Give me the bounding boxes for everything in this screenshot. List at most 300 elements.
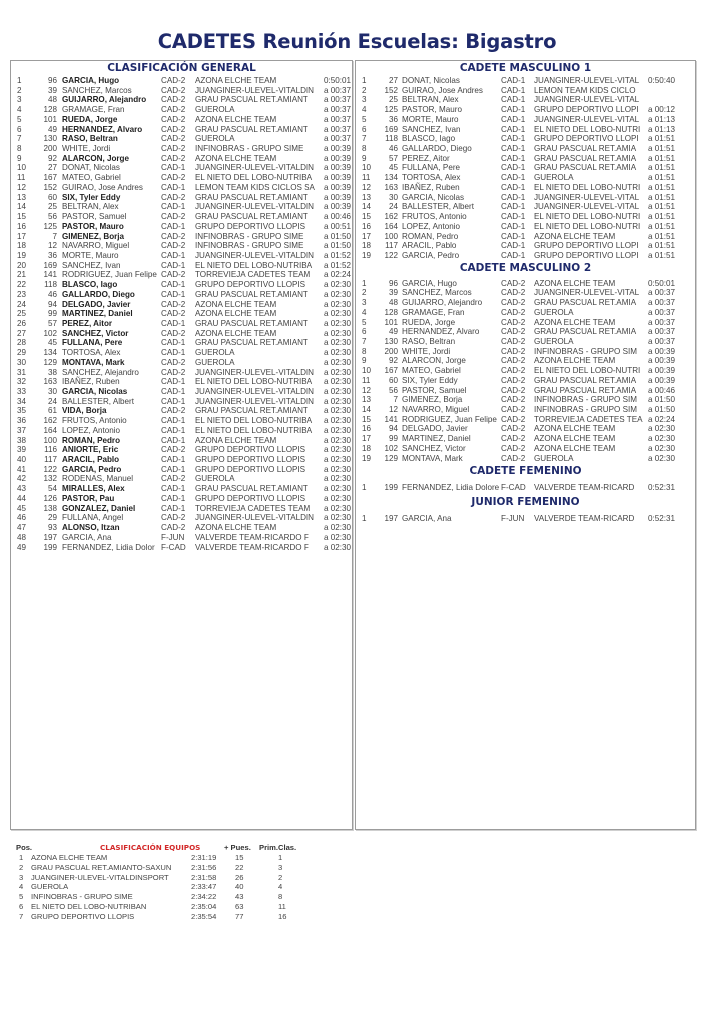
team-cell: GRAU PASCUAL RET.AMIA — [534, 144, 637, 154]
rider-name: HERNANDEZ, Alvaro — [62, 124, 143, 134]
position-cell: 9 — [17, 153, 22, 163]
result-row — [356, 337, 695, 347]
team-cell: JUANGINER-ULEVEL-VITALDIN — [195, 513, 315, 523]
position-cell: 45 — [17, 503, 27, 513]
dorsal-cell: 57 — [47, 318, 57, 328]
result-row — [11, 338, 352, 348]
dorsal-cell: 200 — [384, 346, 398, 356]
position-cell: 9 — [362, 356, 367, 366]
position-cell: 39 — [17, 445, 27, 455]
team-cell: TORREVIEJA CADETES TEAM — [195, 503, 311, 513]
rider-name: ROMAN, Pedro — [62, 435, 121, 445]
category-cell: CAD-2 — [161, 153, 186, 163]
dorsal-cell: 39 — [47, 85, 57, 95]
team-position: 5 — [19, 892, 24, 902]
dorsal-cell: 29 — [47, 513, 57, 523]
rider-name: PASTOR, Pau — [62, 493, 115, 503]
rider-name: FERNANDEZ, Lidia Dolore — [402, 483, 500, 493]
dorsal-cell: 162 — [43, 416, 57, 426]
position-cell: 21 — [17, 270, 27, 280]
team-name: EL NIETO DEL LOBO-NUTRIBAN — [31, 901, 147, 911]
result-row — [356, 366, 695, 376]
time-cell: a 00:39 — [323, 163, 351, 173]
position-cell: 1 — [17, 76, 22, 85]
result-row — [356, 288, 695, 298]
result-row — [356, 76, 695, 86]
time-cell: a 02:30 — [323, 493, 351, 503]
position-cell: 11 — [17, 173, 26, 183]
rider-name: RASO, Beltran — [402, 336, 456, 346]
team-time: 2:35:04 — [191, 901, 217, 911]
position-cell: 31 — [17, 367, 27, 377]
pues-header: + Pues. — [224, 843, 251, 852]
team-time: 2:33:47 — [191, 882, 217, 892]
dorsal-cell: 125 — [384, 105, 398, 115]
time-cell: a 00:37 — [648, 327, 676, 337]
team-row — [16, 873, 316, 883]
category-cell: CAD-1 — [161, 387, 186, 396]
result-row — [356, 356, 695, 366]
time-cell: a 00:39 — [648, 346, 676, 356]
category-cell: CAD-1 — [161, 377, 186, 387]
result-row — [11, 543, 352, 553]
rider-name: SIX, Tyler Eddy — [402, 375, 458, 385]
team-cell: GRAU PASCUAL RET.AMIANT — [195, 212, 308, 222]
team-cell: JUANGINER-ULEVEL-VITAL — [534, 76, 640, 85]
dorsal-cell: 39 — [388, 288, 398, 298]
team-cell: AZONA ELCHE TEAM — [195, 76, 277, 85]
position-cell: 18 — [362, 241, 372, 251]
rider-name: LOPEZ, Antonio — [402, 221, 461, 231]
rider-name: BELTRAN, Alex — [62, 202, 119, 212]
rider-name: MORTE, Mauro — [402, 114, 459, 124]
rider-name: HERNANDEZ, Alvaro — [402, 327, 480, 337]
position-cell: 16 — [17, 221, 27, 231]
category-cell: CAD-1 — [161, 221, 186, 231]
dorsal-cell: 163 — [43, 377, 57, 387]
result-row — [356, 481, 695, 494]
result-row — [11, 445, 352, 455]
result-row — [11, 309, 352, 319]
time-cell: a 00:51 — [323, 221, 351, 231]
position-cell: 38 — [17, 435, 27, 445]
team-cell: EL NIETO DEL LOBO-NUTRI — [534, 212, 641, 222]
rider-name: DONAT, Nicolas — [62, 163, 120, 173]
dorsal-cell: 129 — [384, 453, 398, 463]
team-cell: GRAU PASCUAL RET.AMIANT — [195, 289, 308, 299]
rider-name: SANCHEZ, Marcos — [62, 85, 132, 95]
time-cell: a 00:39 — [648, 356, 676, 366]
time-cell: a 00:37 — [323, 134, 351, 144]
team-time: 2:31:56 — [191, 862, 217, 872]
team-points: 40 — [235, 882, 244, 892]
category-cell: CAD-2 — [161, 328, 186, 338]
result-row — [11, 426, 352, 436]
result-row — [356, 347, 695, 357]
dorsal-cell: 116 — [44, 445, 57, 455]
category-cell: CAD-2 — [161, 445, 186, 455]
team-points: 43 — [235, 892, 244, 902]
time-cell: a 01:51 — [648, 212, 676, 222]
team-time: 2:34:22 — [191, 892, 217, 902]
dorsal-cell: 128 — [43, 105, 57, 115]
category-cell: CAD-2 — [161, 85, 186, 95]
dorsal-cell: 61 — [47, 406, 57, 416]
time-cell: a 00:39 — [648, 375, 676, 385]
rider-name: GALLARDO, Diego — [402, 144, 472, 154]
team-cell: AZONA ELCHE TEAM — [534, 424, 616, 434]
dorsal-cell: 199 — [384, 483, 398, 493]
position-cell: 8 — [17, 144, 22, 154]
category-cell: CAD-1 — [161, 202, 186, 212]
category-cell: CAD-1 — [161, 435, 186, 445]
category-cell: CAD-2 — [161, 173, 186, 183]
junior-f-title: JUNIOR FEMENINO — [471, 496, 580, 509]
team-cell: LEMON TEAM KIDS CICLO — [534, 85, 636, 95]
rider-name: BLASCO, Iago — [402, 134, 456, 144]
position-cell: 40 — [17, 455, 27, 465]
rider-name: GARCIA, Ana — [62, 532, 112, 542]
rider-name: FULLANA, Pere — [62, 338, 123, 348]
page-title: CADETES Reunión Escuelas: Bigastro — [157, 30, 557, 53]
category-cell: CAD-1 — [161, 348, 186, 358]
team-cell: GRAU PASCUAL RET.AMIA — [534, 327, 637, 337]
category-cell: CAD-1 — [501, 76, 526, 85]
time-cell: a 00:39 — [648, 366, 676, 376]
rider-name: SANCHEZ, Marcos — [402, 288, 472, 298]
category-cell: CAD-2 — [161, 134, 186, 144]
time-cell: a 02:30 — [323, 416, 351, 426]
result-row — [11, 144, 352, 154]
result-row — [11, 455, 352, 465]
rider-name: PASTOR, Samuel — [62, 212, 127, 222]
dorsal-cell: 48 — [388, 298, 398, 308]
time-cell: a 01:13 — [648, 114, 676, 124]
category-cell: CAD-1 — [501, 173, 526, 183]
team-cell: INFINOBRAS - GRUPO SIME — [195, 241, 304, 251]
dorsal-cell: 117 — [44, 455, 57, 465]
result-row — [356, 173, 695, 183]
rider-name: SANCHEZ, Ivan — [62, 260, 121, 270]
time-cell: a 00:37 — [648, 298, 676, 308]
result-row — [356, 251, 695, 261]
category-cell: CAD-1 — [161, 250, 186, 260]
team-cell: AZONA ELCHE TEAM — [534, 434, 616, 444]
position-cell: 19 — [362, 250, 372, 260]
rider-name: ALARCON, Jorge — [62, 153, 130, 163]
time-cell: a 00:37 — [648, 336, 676, 346]
team-cell: AZONA ELCHE TEAM — [534, 356, 616, 366]
category-cell: CAD-2 — [161, 114, 186, 124]
position-cell: 35 — [17, 406, 27, 416]
time-cell: a 02:30 — [323, 406, 351, 416]
dorsal-cell: 169 — [43, 260, 57, 270]
category-cell: CAD-2 — [161, 513, 186, 523]
time-cell: a 01:51 — [648, 144, 676, 154]
time-cell: a 00:46 — [323, 212, 351, 222]
time-cell: a 02:30 — [323, 318, 351, 328]
dorsal-cell: 56 — [388, 385, 398, 395]
time-cell: a 00:12 — [648, 105, 676, 115]
position-cell: 22 — [17, 280, 27, 290]
position-cell: 8 — [362, 346, 367, 356]
result-row — [11, 183, 352, 193]
position-cell: 20 — [17, 260, 27, 270]
rider-name: GARCIA, Nicolas — [402, 192, 465, 202]
result-row — [11, 406, 352, 416]
rider-name: GUIJARRO, Alejandro — [62, 95, 147, 105]
rider-name: GARCIA, Hugo — [402, 278, 457, 288]
time-cell: 0:50:01 — [648, 278, 676, 288]
rider-name: RODRIGUEZ, Juan Felipe — [62, 270, 157, 280]
general-classification-panel — [10, 60, 353, 830]
rider-name: BELTRAN, Alex — [402, 95, 459, 105]
team-position: 7 — [19, 911, 24, 921]
dorsal-cell: 101 — [43, 114, 57, 124]
dorsal-cell: 94 — [388, 424, 398, 434]
category-results-panel — [355, 60, 696, 830]
category-cell: CAD-2 — [161, 523, 186, 533]
category-cell: CAD-2 — [501, 346, 526, 356]
position-cell: 12 — [362, 385, 372, 395]
dorsal-cell: 94 — [47, 299, 57, 309]
dorsal-cell: 30 — [388, 192, 398, 202]
category-cell: CAD-1 — [501, 221, 526, 231]
result-row — [356, 376, 695, 386]
time-cell: a 01:51 — [648, 192, 676, 202]
team-cell: JUANGINER-ULEVEL-VITAL — [534, 288, 640, 298]
position-cell: 13 — [362, 395, 372, 405]
category-cell: CAD-2 — [501, 336, 526, 346]
position-cell: 11 — [362, 375, 371, 385]
position-cell: 7 — [362, 134, 367, 144]
dorsal-cell: 92 — [388, 356, 398, 366]
team-classification — [16, 842, 316, 922]
dorsal-cell: 118 — [44, 280, 57, 290]
time-cell: a 02:30 — [323, 377, 351, 387]
result-row — [11, 533, 352, 543]
team-cell: LEMON TEAM KIDS CICLOS SA — [195, 182, 315, 192]
dorsal-cell: 56 — [47, 212, 57, 222]
category-cell: CAD-1 — [161, 338, 186, 348]
dorsal-cell: 122 — [43, 464, 57, 474]
dorsal-cell: 45 — [47, 338, 57, 348]
category-cell: CAD-2 — [501, 453, 526, 463]
time-cell: a 00:37 — [648, 307, 676, 317]
category-cell: CAD-1 — [161, 503, 186, 513]
rider-name: MIRALLES, Alex — [62, 484, 125, 494]
dorsal-cell: 100 — [43, 435, 57, 445]
time-cell: a 01:51 — [648, 163, 676, 173]
category-cell: CAD-1 — [501, 163, 526, 173]
dorsal-cell: 162 — [384, 212, 398, 222]
dorsal-cell: 164 — [43, 425, 57, 435]
team-cell: EL NIETO DEL LOBO-NUTRI — [534, 124, 641, 134]
team-cell: GUEROLA — [195, 105, 235, 115]
dorsal-cell: 163 — [384, 182, 398, 192]
category-cell: CAD-2 — [161, 124, 186, 134]
time-cell: a 01:51 — [648, 221, 676, 231]
result-row — [11, 261, 352, 271]
position-cell: 34 — [17, 396, 27, 406]
rider-name: TORTOSA, Alex — [62, 348, 121, 358]
result-row — [356, 144, 695, 154]
dorsal-cell: 134 — [384, 173, 398, 183]
category-cell: CAD-2 — [161, 241, 186, 251]
rider-name: GUIRAO, Jose Andres — [402, 85, 483, 95]
category-cell: CAD-1 — [501, 144, 526, 154]
position-cell: 5 — [362, 317, 367, 327]
position-cell: 15 — [17, 212, 27, 222]
cadete-m2-list — [356, 279, 695, 464]
position-cell: 8 — [362, 144, 367, 154]
result-row — [11, 513, 352, 523]
result-row — [356, 193, 695, 203]
team-first-place: 11 — [278, 901, 286, 911]
time-cell: a 02:30 — [323, 396, 351, 406]
time-cell: a 02:30 — [323, 532, 351, 542]
team-cell: JUANGINER-ULEVEL-VITALDIN — [195, 396, 315, 406]
rider-name: GARCIA, Hugo — [62, 76, 120, 85]
category-cell: CAD-2 — [161, 406, 186, 416]
time-cell: a 01:51 — [648, 231, 676, 241]
rider-name: ALONSO, Itzan — [62, 523, 120, 533]
team-cell: JUANGINER-ULEVEL-VITALDIN — [195, 367, 315, 377]
dorsal-cell: 141 — [43, 270, 57, 280]
time-cell: a 01:50 — [648, 395, 676, 405]
category-cell: CAD-2 — [501, 298, 526, 308]
team-cell: GRUPO DEPORTIVO LLOPIS — [195, 445, 306, 455]
rider-name: MATEO, Gabriel — [62, 173, 121, 183]
result-row — [356, 115, 695, 125]
category-cell: CAD-2 — [161, 212, 186, 222]
position-cell: 4 — [17, 105, 22, 115]
dorsal-cell: 60 — [47, 192, 57, 202]
position-cell: 5 — [17, 114, 22, 124]
dorsal-cell: 100 — [384, 231, 398, 241]
category-cell: CAD-1 — [161, 260, 186, 270]
dorsal-cell: 46 — [388, 144, 398, 154]
position-cell: 23 — [17, 289, 27, 299]
result-row — [11, 474, 352, 484]
team-position: 2 — [19, 862, 24, 872]
position-cell: 13 — [362, 192, 372, 202]
result-row — [11, 348, 352, 358]
dorsal-cell: 24 — [47, 396, 57, 406]
time-cell: a 01:51 — [648, 153, 676, 163]
time-cell: a 02:24 — [323, 270, 351, 280]
time-cell: a 00:37 — [323, 85, 351, 95]
time-cell: a 01:51 — [648, 241, 676, 251]
category-cell: CAD-2 — [501, 278, 526, 288]
position-cell: 29 — [17, 348, 27, 358]
rider-name: SANCHEZ, Alejandro — [62, 367, 139, 377]
time-cell: a 02:30 — [648, 434, 676, 444]
rider-name: DELGADO, Javier — [402, 424, 468, 434]
rider-name: MARTINEZ, Daniel — [402, 434, 471, 444]
cadete-m1-title: CADETE MASCULINO 1 — [459, 62, 592, 74]
result-row — [11, 484, 352, 494]
team-name: GUEROLA — [31, 882, 69, 892]
team-cell: JUANGINER-ULEVEL-VITAL — [534, 192, 640, 202]
team-cell: VALVERDE TEAM-RICARDO F — [195, 532, 309, 542]
team-time: 2:35:54 — [191, 911, 217, 921]
category-cell: CAD-1 — [161, 416, 186, 426]
team-cell: JUANGINER-ULEVEL-VITAL — [534, 114, 640, 124]
position-cell: 15 — [362, 414, 372, 424]
rider-name: FULLANA, Angel — [62, 513, 124, 523]
time-cell: a 00:37 — [323, 105, 351, 115]
team-cell: GRUPO DEPORTIVO LLOPI — [534, 250, 639, 260]
result-row — [356, 327, 695, 337]
time-cell: a 00:39 — [323, 144, 351, 154]
category-cell: CAD-1 — [161, 484, 186, 494]
time-cell: a 01:51 — [648, 182, 676, 192]
result-row — [356, 405, 695, 415]
team-row — [16, 902, 316, 912]
team-row — [16, 892, 316, 902]
team-cell: JUANGINER-ULEVEL-VITALDIN — [195, 202, 315, 212]
category-cell: F-CAD — [501, 483, 526, 493]
result-row — [356, 134, 695, 144]
team-cell: GUEROLA — [195, 474, 235, 484]
team-cell: GRAU PASCUAL RET.AMIANT — [195, 318, 308, 328]
rider-name: ROMAN, Pedro — [402, 231, 459, 241]
time-cell: a 02:30 — [323, 425, 351, 435]
time-cell: a 02:30 — [323, 338, 351, 348]
rider-name: SIX, Tyler Eddy — [62, 192, 121, 202]
dorsal-cell: 129 — [43, 357, 57, 367]
category-cell: CAD-1 — [161, 464, 186, 474]
time-cell: a 02:30 — [648, 453, 676, 463]
result-row — [11, 212, 352, 222]
position-cell: 18 — [362, 443, 372, 453]
dorsal-cell: 24 — [388, 202, 398, 212]
rider-name: MORTE, Mauro — [62, 250, 119, 260]
result-row — [11, 125, 352, 135]
time-cell: a 02:30 — [323, 309, 351, 319]
time-cell: a 01:51 — [648, 202, 676, 212]
time-cell: a 02:30 — [323, 299, 351, 309]
team-first-place: 16 — [278, 911, 287, 921]
dorsal-cell: 27 — [388, 76, 398, 85]
team-cell: JUANGINER-ULEVEL-VITALDIN — [195, 250, 315, 260]
dorsal-cell: 134 — [43, 348, 57, 358]
rider-name: LOPEZ, Antonio — [62, 425, 121, 435]
category-cell: CAD-2 — [501, 356, 526, 366]
result-row — [11, 465, 352, 475]
dorsal-cell: 125 — [43, 221, 57, 231]
rider-name: GARCIA, Pedro — [62, 464, 122, 474]
team-classification-list — [16, 853, 316, 922]
team-name: INFINOBRAS - GRUPO SIME — [31, 892, 133, 902]
result-row — [11, 494, 352, 504]
result-row — [356, 415, 695, 425]
team-points: 22 — [235, 862, 244, 872]
dorsal-cell: 54 — [47, 484, 57, 494]
time-cell: a 02:30 — [648, 424, 676, 434]
result-row — [11, 416, 352, 426]
general-classification-title: CLASIFICACIÓN GENERAL — [107, 62, 256, 74]
category-cell: CAD-1 — [501, 85, 526, 95]
cadete-m1-list — [356, 76, 695, 261]
result-row — [11, 377, 352, 387]
category-cell: CAD-1 — [501, 114, 526, 124]
time-cell: 0:52:31 — [648, 483, 676, 493]
team-cell: GRUPO DEPORTIVO LLOPIS — [195, 455, 306, 465]
position-cell: 7 — [362, 336, 367, 346]
team-cell: GUEROLA — [195, 134, 235, 144]
